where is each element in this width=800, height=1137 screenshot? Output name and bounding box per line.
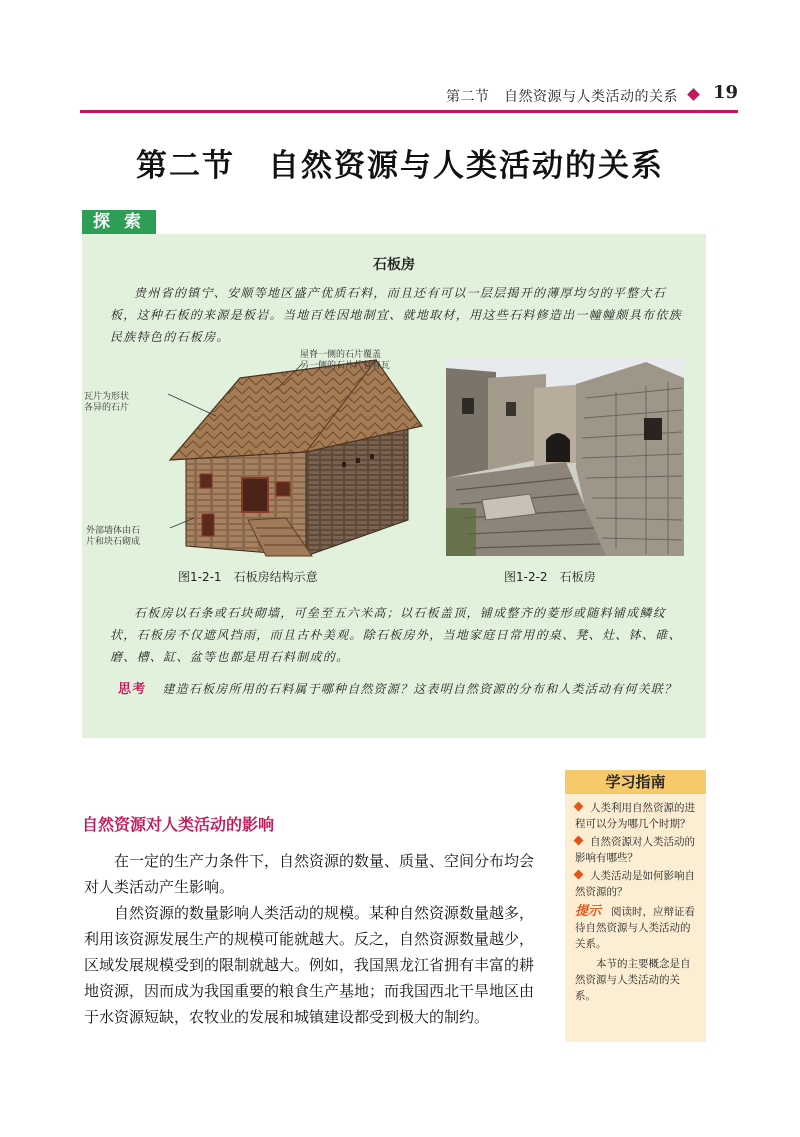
study-guide-item-text: 人类活动是如何影响自然资源的？ bbox=[575, 870, 695, 898]
explore-box bbox=[82, 234, 706, 738]
tip-text: 阅读时，应辩证看待自然资源与人类活动的关系。 bbox=[575, 906, 696, 950]
page-number: 19 bbox=[712, 82, 738, 103]
diamond-bullet-icon bbox=[574, 802, 584, 812]
tip-label: 提示 bbox=[575, 904, 602, 919]
think-question bbox=[118, 678, 682, 701]
diamond-bullet-icon bbox=[574, 870, 584, 880]
study-guide-item bbox=[575, 868, 700, 900]
study-guide-item-text: 自然资源对人类活动的影响有哪些？ bbox=[575, 836, 695, 864]
think-text: 建造石板房所用的石料属于哪种自然资源？这表明自然资源的分布和人类活动有何关联？ bbox=[162, 682, 678, 696]
stone-house-diagram bbox=[116, 350, 436, 562]
study-guide-item bbox=[575, 800, 700, 832]
callout-ridge: 屋脊一侧的石片覆盖 另一侧的石片代替脊瓦 bbox=[300, 350, 391, 371]
body-paragraph-2: 自然资源的数量影响人类活动的规模。某种自然资源数量越多，利用该资源发展生产的规模可能就越大。反之，自然资源数量越少，区域发展规模受到的限制就越大。例如，我国黑龙江省拥有丰富的耕地资源，因而成为我国重要的粮食生产基地；而我国西北干旱地区由于水资源短缺，农牧业的发展和城镇建设都受到极大的制约。 bbox=[84, 904, 535, 1026]
body-paragraph-1: 在一定的生产力条件下，自然资源的数量、质量、空间分布均会对人类活动产生影响。 bbox=[84, 852, 535, 896]
explore-intro: 贵州省的镇宁、安顺等地区盛产优质石料，而且还有可以一层层揭开的薄厚均匀的平整大石板，这种石板的来源是板岩。当地百姓因地制宜、就地取材，用这些石料修造出一幢幢颇具布依族民族特色的石板房。 bbox=[110, 286, 682, 344]
section-heading: 自然资源对人类活动的影响 bbox=[82, 815, 275, 834]
callout-wall: 外部墙体由石 片和块石砌成 bbox=[86, 526, 141, 547]
study-guide-title: 学习指南 bbox=[565, 770, 706, 794]
stone-house-photo bbox=[446, 358, 684, 556]
study-guide-list bbox=[565, 800, 706, 900]
fig1-caption: 图1-2-1 石板房结构示意 bbox=[178, 570, 318, 584]
page-title: 第二节 自然资源与人类活动的关系 bbox=[136, 148, 664, 184]
running-header-title: 自然资源与人类活动的关系 bbox=[504, 89, 678, 105]
running-header bbox=[80, 84, 738, 113]
fig2-caption: 图1-2-2 石板房 bbox=[504, 570, 596, 584]
running-header-section: 第二节 bbox=[446, 89, 490, 105]
explore-tag: 探 索 bbox=[82, 210, 156, 234]
diamond-icon bbox=[687, 88, 700, 101]
study-guide-item-text: 人类利用自然资源的进程可以分为哪几个时期？ bbox=[575, 802, 695, 830]
think-label: 思考 bbox=[118, 682, 147, 697]
study-guide-tip bbox=[565, 902, 706, 952]
running-header-text bbox=[446, 86, 678, 106]
study-guide-panel bbox=[565, 770, 706, 1042]
explore-body: 石板房以石条或石块砌墙，可垒至五六米高；以石板盖顶，铺成整齐的菱形或随料铺成鳞纹状，石板房不仅遮风挡雨，而且古朴美观。除石板房外，当地家庭日常用的桌、凳、灶、钵、碓、磨、槽、缸、盆等也都是用石料制成的。 bbox=[110, 606, 682, 664]
callout-roof: 瓦片为形状 各异的石片 bbox=[84, 392, 130, 413]
study-guide-concept: 本节的主要概念是自然资源与人类活动的关系。 bbox=[575, 958, 691, 1002]
study-guide-item bbox=[575, 834, 700, 866]
diamond-bullet-icon bbox=[574, 836, 584, 846]
explore-box-title: 石板房 bbox=[373, 257, 415, 273]
